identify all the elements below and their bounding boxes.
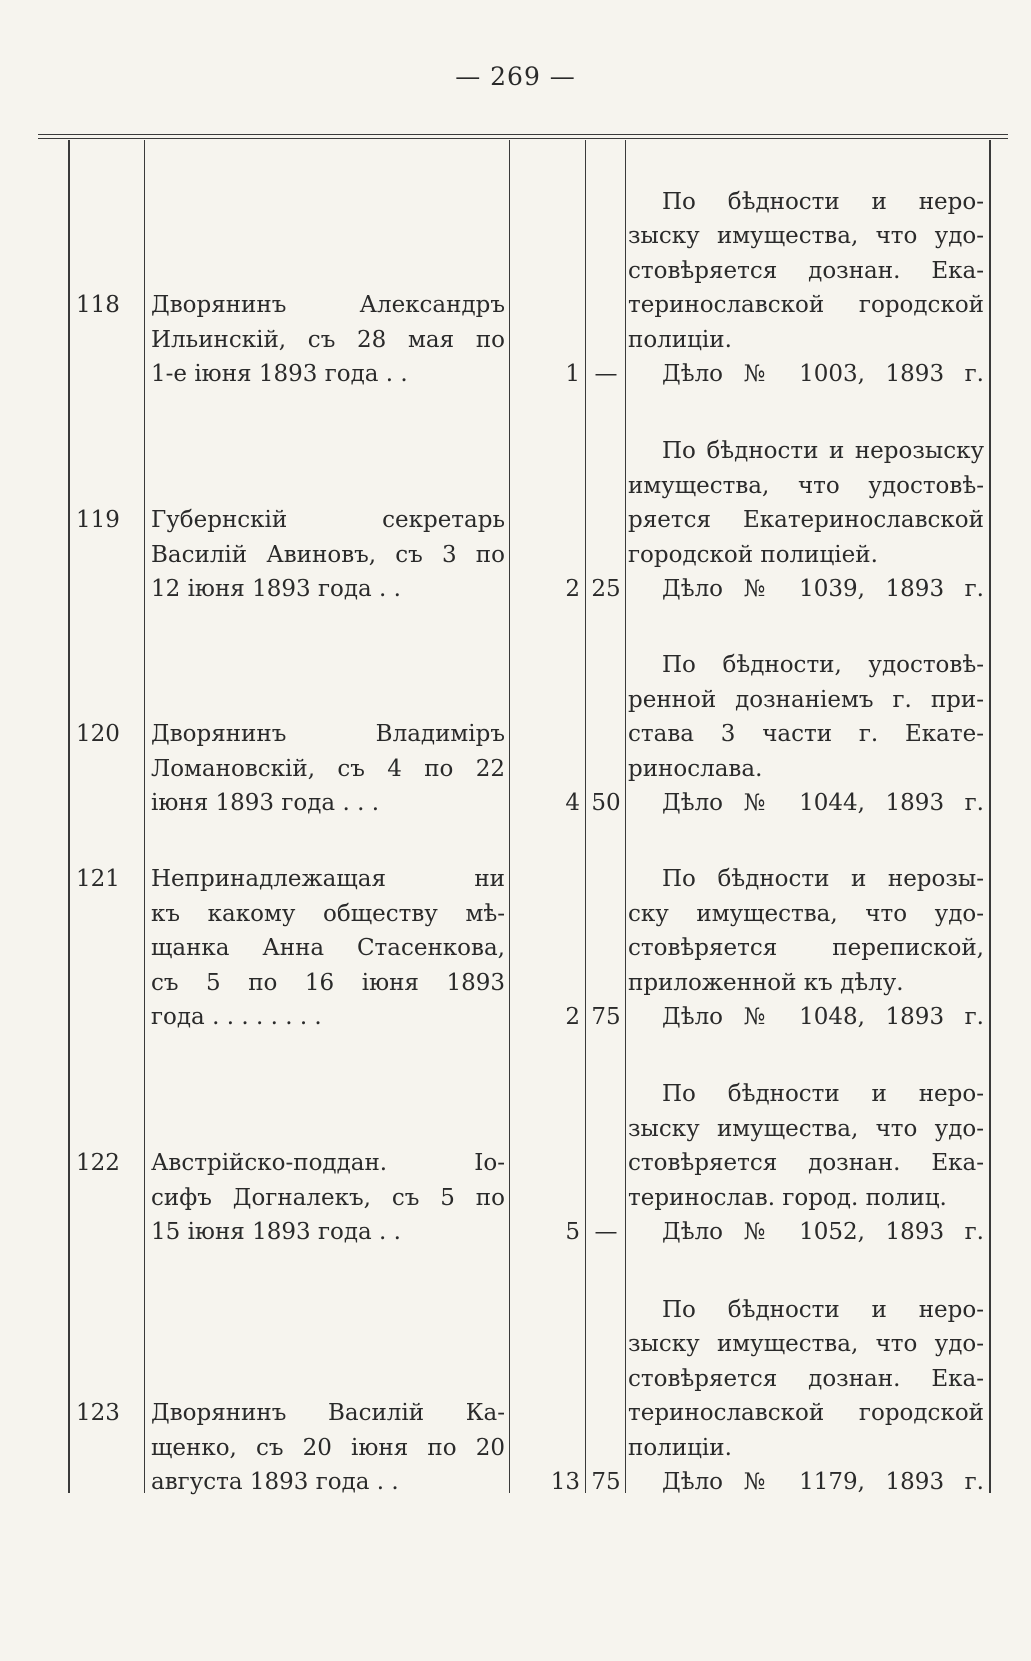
record-number: 118 [76,292,120,318]
column-divider-description [509,140,510,1493]
reason-line: теринославской городской [628,1400,984,1426]
reason-line: приложенной къ дѣлу. [628,969,904,996]
record-number: 119 [76,507,120,533]
record-reason [628,434,984,607]
description-line: года . . . . . . . . [151,1004,322,1030]
record-reason [628,1293,984,1500]
amount-kopecks: 50 [591,790,621,816]
reason-line: По бѣдности, удостовѣ- [662,652,984,678]
description-line: сифъ Догналекъ, съ 5 по [151,1184,505,1211]
description-line: Василій Авиновъ, съ 3 по [151,541,505,568]
reason-line: По бѣдности и неро- [662,1081,984,1107]
table-border-right [989,140,991,1493]
reason-line: имущества, что удостовѣ- [628,472,984,499]
description-line: Губернскій секретарь [151,507,505,533]
description-line: 15 іюня 1893 года . . [151,1219,401,1245]
description-line: августа 1893 года . . [151,1469,399,1495]
reason-line: зыску имущества, что удо- [628,1115,984,1142]
record-reason [628,648,984,821]
description-line: 12 іюня 1893 года . . [151,576,401,602]
amount-rubles: 2 [565,1004,580,1030]
description-line: съ 5 по 16 іюня 1893 [151,969,505,996]
case-reference: Дѣло № 1003, 1893 г. [662,361,984,387]
page-number: — 269 — [455,62,576,91]
column-divider-kopecks [625,140,626,1493]
description-line: Ильинскій, съ 28 мая по [151,326,505,353]
description-line: къ какому обществу мѣ- [151,900,505,927]
reason-line: ску имущества, что удо- [628,900,984,927]
amount-kopecks: — [594,1219,618,1245]
reason-line: По бѣдности и неро- [662,1296,984,1323]
reason-line: ряется Екатеринославской [628,507,984,533]
record-description [151,862,505,1035]
amount-rubles: 4 [565,790,580,816]
reason-line: зыску имущества, что удо- [628,223,984,249]
reason-line: стовѣряется дознан. Ека- [628,257,984,284]
column-divider-rubles [585,140,586,1493]
case-reference: Дѣло № 1179, 1893 г. [662,1469,984,1495]
reason-line: стовѣряется перепиской, [628,935,984,961]
amount-rubles: 13 [550,1469,580,1495]
reason-line: полиціи. [628,1434,732,1461]
header-rule-bottom [38,138,1008,139]
amount-rubles: 5 [565,1219,580,1245]
reason-line: стовѣряется дознан. Ека- [628,1365,984,1392]
reason-line: ренной дознаніемъ г. при- [628,686,984,713]
record-description [151,503,505,607]
description-line: 1-е іюня 1893 года . . [151,361,408,387]
record-description [151,1396,505,1500]
record-description [151,717,505,821]
description-line: щенко, съ 20 іюня по 20 [151,1434,505,1461]
record-number: 122 [76,1150,120,1176]
record-reason [628,185,984,392]
description-line: Ломановскій, съ 4 по 22 [151,755,505,782]
amount-kopecks: 75 [591,1004,621,1030]
reason-line: По бѣдности и нерозыску [662,438,984,464]
reason-line: стовѣряется дознан. Ека- [628,1150,984,1176]
description-line: Австрійско-поддан. Іо- [151,1150,505,1176]
reason-line: теринослав. город. полиц. [628,1184,947,1211]
column-divider-number [144,140,145,1493]
record-number: 120 [76,721,120,747]
reason-line: По бѣдности и нерозы- [662,866,984,892]
amount-rubles: 1 [565,361,580,387]
reason-line: зыску имущества, что удо- [628,1331,984,1357]
amount-kopecks: 75 [591,1469,621,1495]
amount-rubles: 2 [565,576,580,602]
record-description [151,1146,505,1250]
reason-line: ринослава. [628,755,763,782]
reason-line: става 3 части г. Екате- [628,721,984,747]
table-border-left [68,140,70,1493]
amount-kopecks: 25 [591,576,621,602]
description-line: Дворянинъ Владиміръ [151,721,505,747]
record-number: 123 [76,1400,120,1426]
description-line: Непринадлежащая ни [151,866,505,892]
record-number: 121 [76,866,120,892]
description-line: щанка Анна Стасенкова, [151,935,505,961]
case-reference: Дѣло № 1039, 1893 г. [662,576,984,602]
case-reference: Дѣло № 1048, 1893 г. [662,1004,984,1030]
reason-line: По бѣдности и неро- [662,188,984,215]
description-line: іюня 1893 года . . . [151,790,380,816]
reason-line: полиціи. [628,326,732,353]
record-reason [628,862,984,1035]
reason-line: городской полиціей. [628,541,878,568]
header-rule-top [38,134,1008,135]
record-reason [628,1077,984,1250]
reason-line: теринославской городской [628,292,984,318]
case-reference: Дѣло № 1052, 1893 г. [662,1219,984,1245]
amount-kopecks: — [594,361,618,387]
record-description [151,288,505,392]
case-reference: Дѣло № 1044, 1893 г. [662,790,984,816]
description-line: Дворянинъ Александръ [151,292,505,318]
description-line: Дворянинъ Василій Ка- [151,1400,505,1426]
